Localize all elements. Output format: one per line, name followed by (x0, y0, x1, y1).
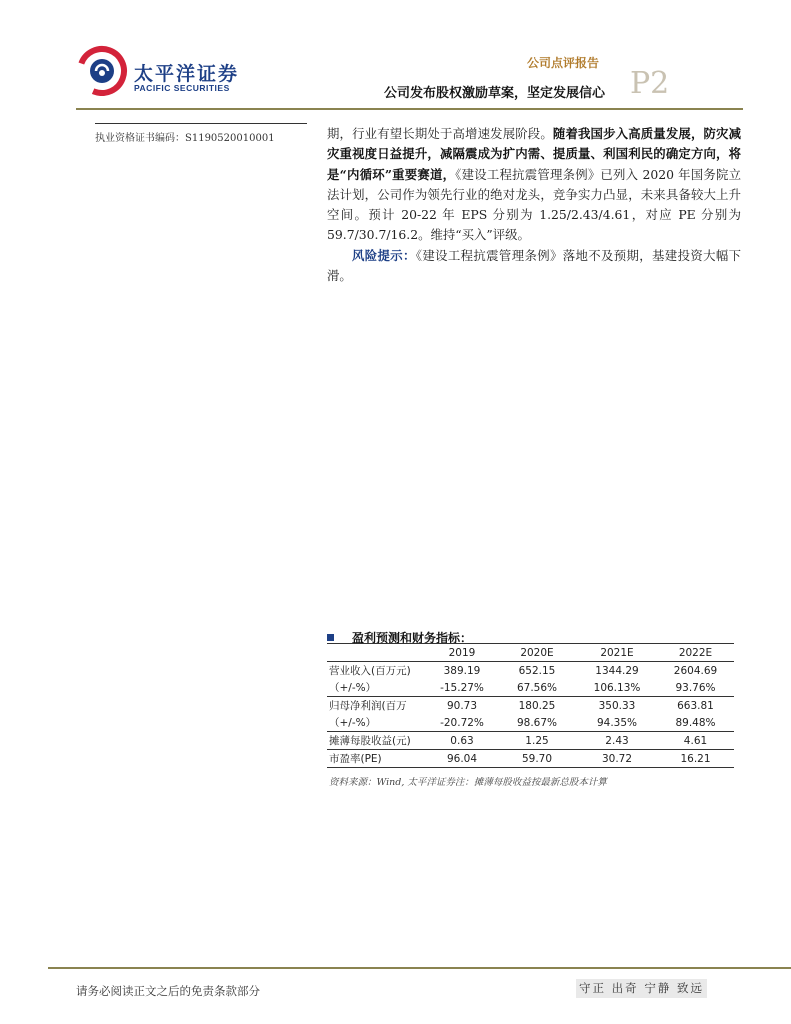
row-label: （+/-%） (329, 717, 377, 729)
table-header-cell: 2019 (427, 644, 497, 662)
table-header-cell: 2021E (577, 644, 657, 662)
table-cell: 89.48% (675, 716, 716, 729)
table-row (327, 732, 734, 750)
table-cell: 96.04 (427, 750, 497, 768)
body-text (327, 124, 741, 286)
table-cell: 652.15 (518, 664, 556, 677)
table-cell: -15.27% (440, 681, 484, 694)
square-bullet-icon (327, 634, 334, 641)
table-cell: 16.21 (657, 750, 734, 768)
brand-name-en: PACIFIC SECURITIES (134, 83, 230, 93)
paragraph-bold: 随着我国步入高质量发展，防灾减灾重视度日益提升，减隔震成为扩内需、提质量、利国利民的确定方向，将是“内循环”重要赛道， (327, 126, 742, 182)
footer-disclaimer: 请务必阅读正文之后的免责条款部分 (76, 984, 260, 998)
table-cell: 663.81 (657, 697, 734, 715)
sidebar-rule (95, 123, 307, 124)
table-row (327, 750, 734, 768)
table-cell: 30.72 (577, 750, 657, 768)
license-number: 执业资格证书编码：S1190520010001 (95, 133, 275, 144)
risk-label: 风险提示： (352, 247, 416, 263)
row-label: 市盈率(PE) (327, 750, 427, 768)
table-header-cell (327, 644, 427, 662)
financial-table (327, 643, 734, 768)
table-row (327, 662, 734, 680)
table-row (327, 714, 734, 732)
paragraph-plain-1: 期，行业有望长期处于高增速发展阶段。 (327, 126, 553, 141)
table-header-row (327, 644, 734, 662)
table-header-cell: 2022E (657, 644, 734, 662)
table-cell: 0.63 (427, 732, 497, 750)
table-cell: 106.13% (593, 681, 641, 694)
table-row (327, 697, 734, 715)
footer-slogan: 守正 出奇 宁静 致远 (576, 979, 707, 998)
paragraph-plain-2: 《建设工程抗震管理条例》已列入 2020 年国务院立法计划，公司作为领先行业的绝对龙头，竞争实力凸显，未来具备较大上升空间。预计 20-22 年 EPS 分别为 1.25/2.43/4.61，对应 PE 分别为 59.7/30.7/16.2。维持“买入”评级。 (327, 166, 741, 243)
table-cell: 1344.29 (595, 664, 639, 677)
row-label: 归母净利润(百万 (327, 697, 427, 715)
table-cell: 2604.69 (673, 664, 718, 677)
page-number: P2 (630, 66, 670, 101)
brand-name-cn: 太平洋证券 (134, 63, 240, 85)
table-cell: 350.33 (577, 697, 657, 715)
header-rule (76, 108, 743, 110)
table-header-cell: 2020E (497, 644, 577, 662)
table-row (327, 679, 734, 697)
paragraph-outlook (327, 124, 741, 246)
table-cell: 67.56% (516, 681, 558, 694)
table-cell: 1.25 (497, 732, 577, 750)
report-title: 公司发布股权激励草案，坚定发展信心 (384, 86, 606, 101)
table-cell: 389.19 (443, 664, 481, 677)
table-cell: 2.43 (577, 732, 657, 750)
table-cell: 98.67% (516, 716, 558, 729)
table-cell: 4.61 (657, 732, 734, 750)
table-cell: 93.76% (675, 681, 716, 694)
paragraph-risk (327, 246, 741, 287)
table-cell: -20.72% (440, 716, 484, 729)
table-title-text: 盈利预测和财务指标： (352, 631, 473, 645)
row-label: （+/-%） (329, 682, 377, 694)
table-cell: 90.73 (427, 697, 497, 715)
table-source-note: 资料来源：Wind, 太平洋证券注：摊薄每股收益按最新总股本计算 (329, 777, 607, 788)
row-label: 摊薄每股收益(元) (327, 732, 427, 750)
table-cell: 59.70 (497, 750, 577, 768)
table-cell: 94.35% (596, 716, 638, 729)
report-type: 公司点评报告 (527, 56, 600, 70)
row-label: 营业收入(百万元) (329, 665, 411, 677)
risk-text: 《建设工程抗震管理条例》落地不及预期，基建投资大幅下滑。 (327, 247, 742, 284)
pacific-securities-logo-icon (76, 44, 128, 96)
footer-rule (48, 967, 791, 969)
table-cell: 180.25 (497, 697, 577, 715)
